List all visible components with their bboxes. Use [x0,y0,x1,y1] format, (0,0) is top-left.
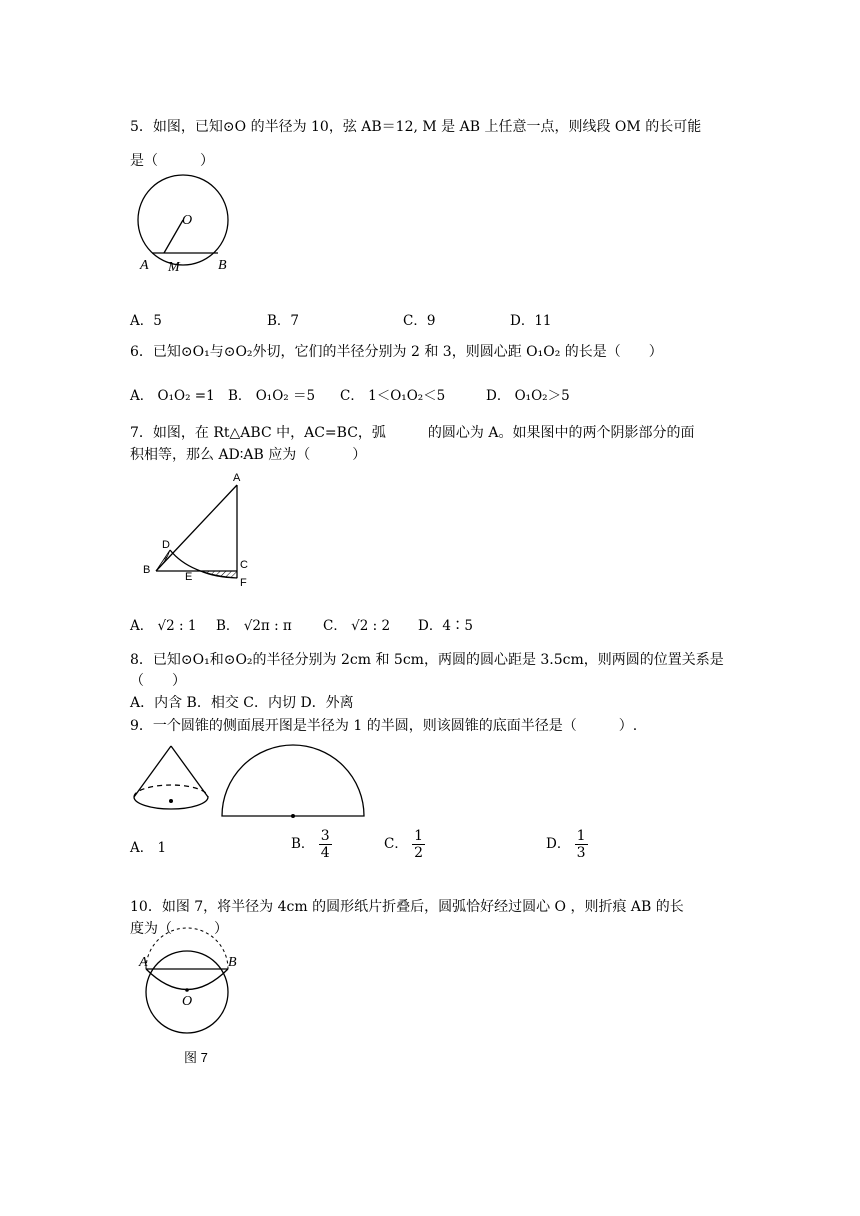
q10-stem-line1: 10．如图 7，将半径为 4cm 的圆形纸片折叠后，圆弧恰好经过圆心 O ，则折痕 AB 的长 [130,899,684,915]
q7-label-c: C [240,559,248,571]
q9-option-d-fraction [575,828,588,861]
q9-semicircle-figure [219,740,369,820]
q6-option-b: B． O₁O₂ ＝5 [228,388,316,404]
q9-option-d [546,828,588,861]
q8-stem-line2: （ ） [130,673,186,689]
q7-label-a: A [233,472,241,484]
q10-stem-line2: 度为（ ） [130,921,228,937]
q7-option-c: C． √2 : 2 [323,618,391,634]
q7-label-b: B [143,564,151,576]
q9-option-c-denominator: 2 [414,845,424,861]
q7-option-a: A． √2 : 1 [130,618,197,634]
q9-option-c-letter: C． [384,836,408,852]
q7-option-d: D．4∶5 [418,618,474,634]
q5-circle-figure [130,172,240,277]
q9-option-a: A． 1 [130,840,167,856]
q9-option-d-letter: D． [546,836,571,852]
q9-option-b-letter: B． [291,836,315,852]
q9-option-b-denominator: 4 [320,845,330,861]
q9-option-d-numerator: 1 [576,828,586,844]
q7-label-e: E [185,571,193,583]
q5-option-a: A．5 [130,313,162,329]
q9-cone-figure [130,744,215,819]
q10-caption: 图 7 [184,1050,208,1065]
q8-stem-line1: 8．已知⊙O₁和⊙O₂的半径分别为 2cm 和 5cm，两圆的圆心距是 3.5cm，则两圆的位置关系是 [130,652,724,668]
q6-option-a: A． O₁O₂ =1 [130,388,215,404]
q5-option-d: D．11 [510,313,552,329]
q9-option-c-fraction [412,828,425,861]
q9-option-b-fraction [319,828,332,861]
q7-option-b: B． √2π : π [216,618,292,634]
q7-stem-line2: 积相等，那么 AD∶AB 应为（ ） [130,447,367,463]
q9-option-d-denominator: 3 [576,845,586,861]
q5-option-b: B．7 [267,313,300,329]
q10-label-a: A [139,955,148,970]
q10-label-o: O [182,994,193,1009]
q5-label-a: A [140,258,149,273]
q5-label-o: O [182,213,193,228]
q5-option-c: C．9 [403,313,436,329]
q7-triangle-figure [140,470,260,590]
q9-option-b [291,828,332,861]
q9-option-b-numerator: 3 [320,828,330,844]
q7-label-d: D [162,539,170,551]
q9-stem: 9．一个圆锥的侧面展开图是半径为 1 的半圆，则该圆锥的底面半径是（ ）. [130,718,638,734]
q6-stem: 6．已知⊙O₁与⊙O₂外切，它们的半径分别为 2 和 3，则圆心距 O₁O₂ 的长是（ ） [130,344,663,360]
q7-stem-line1: 7．如图，在 Rt△ABC 中，AC=BC，弧 的圆心为 A。如果图中的两个阴影部分的面 [130,425,695,441]
q8-options: A．内含 B．相交 C．内切 D．外离 [130,695,354,711]
q7-label-f: F [240,577,247,589]
q5-label-m: M [168,260,180,275]
q5-stem-line1: 5．如图，已知⊙O 的半径为 10，弦 AB＝12, M 是 AB 上任意一点，则线段 OM 的长可能 [130,119,702,135]
q10-label-b: B [228,955,237,970]
q6-option-d: D． O₁O₂＞5 [486,388,570,404]
q9-option-c [384,828,425,861]
q5-label-b: B [218,258,227,273]
q9-option-c-numerator: 1 [414,828,424,844]
q10-folded-circle-figure [130,948,250,1073]
q5-stem-line2: 是（ ） [130,153,214,169]
q6-option-c: C． 1＜O₁O₂＜5 [340,388,446,404]
